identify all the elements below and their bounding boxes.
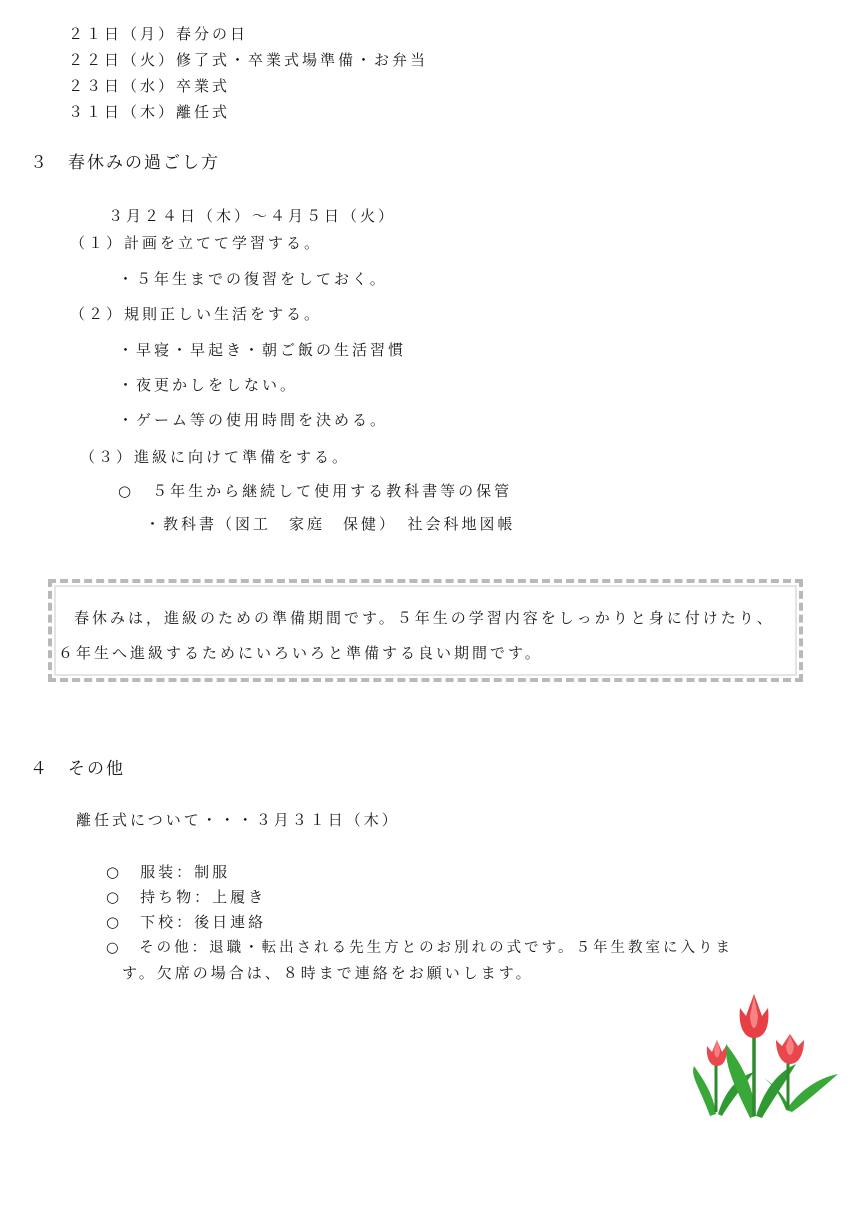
item2-title: （２）規則正しい生活をする。 bbox=[70, 305, 323, 323]
item3-detail: ・教科書（図工 家庭 保健） 社会科地図帳 bbox=[145, 515, 516, 533]
schedule-item: ２２日（火）修了式・卒業式場準備・お弁当 bbox=[68, 51, 429, 69]
item1-bullet: ・５年生までの復習をしておく。 bbox=[118, 270, 388, 288]
farewell-item: ○ 下校：後日連絡 bbox=[106, 913, 267, 931]
item2-bullet: ・夜更かしをしない。 bbox=[118, 376, 299, 394]
schedule-item: ２３日（水）卒業式 bbox=[68, 77, 231, 95]
note-line: 春休みは，進級のための準備期間です。５年生の学習内容をしっかりと身に付けたり、 bbox=[74, 609, 775, 627]
item3-title: （３）進級に向けて準備をする。 bbox=[80, 448, 351, 466]
note-line: ６年生へ進級するためにいろいろと準備する良い期間です。 bbox=[58, 644, 543, 662]
schedule-item: ３１日（木）離任式 bbox=[68, 103, 231, 121]
farewell-intro: 離任式について・・・３月３１日（木） bbox=[76, 811, 400, 829]
farewell-continuation: す。欠席の場合は、８時まで連絡をお願いします。 bbox=[122, 964, 534, 982]
farewell-item: ○ 持ち物：上履き bbox=[106, 888, 267, 906]
farewell-item: ○ 服装：制服 bbox=[106, 863, 231, 881]
item3-sub: ○ ５年生から継続して使用する教科書等の保管 bbox=[118, 482, 513, 500]
note-box bbox=[48, 579, 803, 682]
section3-heading: ３ 春休みの過ごし方 bbox=[30, 153, 220, 173]
schedule-item: ２１日（月）春分の日 bbox=[68, 25, 249, 43]
item2-bullet: ・ゲーム等の使用時間を決める。 bbox=[118, 411, 389, 429]
vacation-period: ３月２４日（木）～４月５日（火） bbox=[108, 207, 397, 225]
farewell-item: ○ その他：退職・転出される先生方とのお別れの式です。５年生教室に入りま bbox=[106, 940, 733, 956]
section4-heading: ４ その他 bbox=[30, 759, 125, 779]
tulip-illustration bbox=[690, 988, 840, 1120]
item2-bullet: ・早寝・早起き・朝ご飯の生活習慣 bbox=[118, 341, 407, 359]
item1-title: （１）計画を立てて学習する。 bbox=[70, 234, 323, 252]
